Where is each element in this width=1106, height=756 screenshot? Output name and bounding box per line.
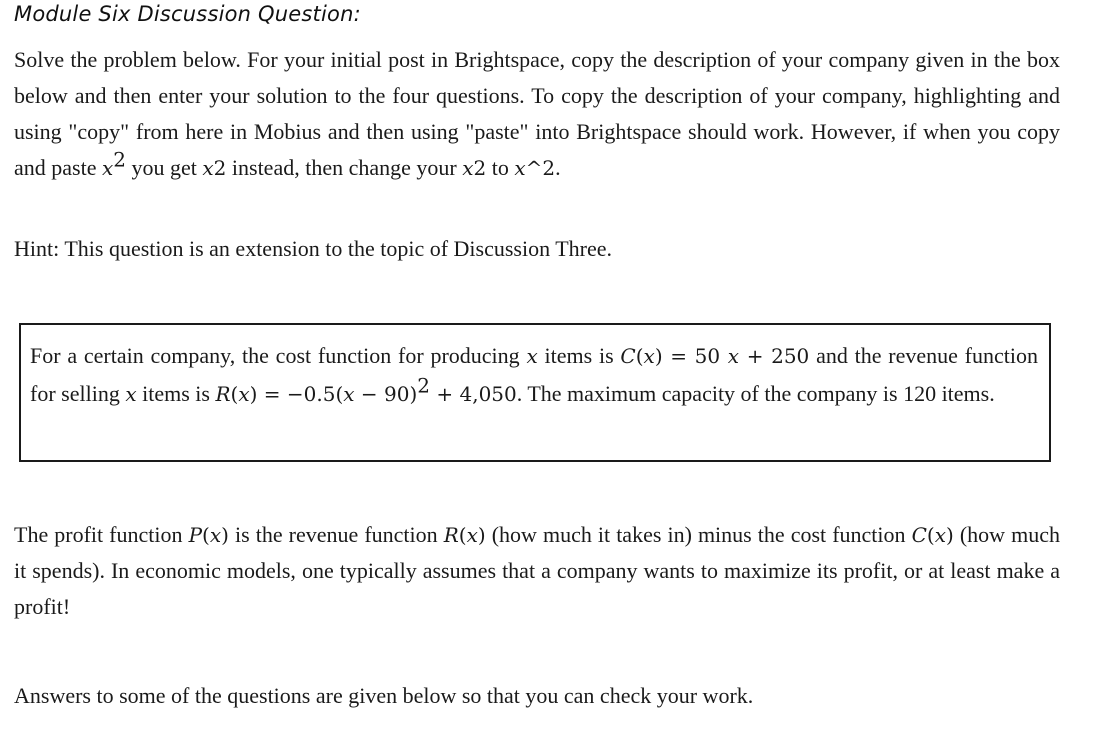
revenue-function-rhs: + 4,050	[430, 382, 517, 406]
revenue-function-name: R	[215, 382, 231, 406]
math-exponent: 2	[113, 147, 126, 172]
math-exponent: 2	[417, 373, 431, 398]
instructions-text: instead, then change your	[226, 155, 463, 180]
instructions-paragraph	[14, 42, 1060, 186]
math-variable: x	[202, 156, 214, 180]
page-title: Module Six Discussion Question:	[14, 2, 361, 26]
math-variable: x	[462, 156, 474, 180]
instructions-text: you get	[125, 155, 203, 180]
description-text: items is	[537, 343, 621, 368]
revenue-function-arg: (x)	[230, 382, 258, 406]
math-variable: x	[526, 344, 538, 368]
company-description-box	[19, 323, 1051, 462]
profit-function-name: P	[188, 523, 203, 547]
revenue-function-rhs: − 90)	[354, 382, 418, 406]
revenue-function-name: R	[443, 523, 459, 547]
revenue-function-rhs: = −0.5(	[257, 382, 344, 406]
description-text: . The maximum capacity of the company is 120 items.	[516, 381, 995, 406]
profit-function-arg: (x)	[202, 523, 229, 547]
instructions-text: Solve the problem below. For your initial post in Brightspace, copy the description of your company given in the box below and then enter your solution to the four questions. To copy the description of your company, highlighting and using "copy" from here in Mobius and then using "paste" into Brightspace should work. However, if when you copy and paste	[14, 47, 1060, 180]
cost-function-name: C	[911, 523, 927, 547]
profit-text: is the revenue function	[228, 522, 444, 547]
company-description	[30, 337, 1038, 413]
hint-text: Hint: This question is an extension to the topic of Discussion Three.	[14, 236, 613, 261]
math-variable: x	[125, 382, 137, 406]
revenue-function-arg: (x)	[458, 523, 486, 547]
instructions-text: .	[555, 155, 561, 180]
answers-note: Answers to some of the questions are given below so that you can check your work.	[14, 683, 754, 708]
cost-function-name: C	[620, 344, 636, 368]
profit-paragraph	[14, 517, 1060, 625]
description-text: For a certain company, the cost function for producing	[30, 343, 527, 368]
math-variable: x	[101, 156, 114, 180]
profit-text: The profit function	[14, 522, 189, 547]
cost-function-arg: (x)	[635, 344, 663, 368]
cost-function-rhs: + 250	[739, 344, 810, 368]
math-number: 2	[213, 156, 227, 180]
math-caret-exponent: ^2	[525, 156, 556, 180]
cost-function-arg: (x)	[926, 523, 954, 547]
math-number: 2	[473, 156, 487, 180]
description-text: items is	[136, 381, 216, 406]
instructions-text: to	[486, 155, 515, 180]
cost-function-rhs: = 50	[662, 344, 728, 368]
profit-text: (how much it takes in) minus the cost function	[485, 522, 912, 547]
math-variable: x	[727, 344, 740, 368]
math-variable: x	[343, 382, 355, 406]
description-text: and the revenue function for selling	[30, 343, 1038, 406]
profit-text: (how much it spends). In economic models, one typically assumes that a company wants to maximize its profit, or at least make a profit!	[14, 522, 1060, 619]
math-variable: x	[514, 156, 526, 180]
